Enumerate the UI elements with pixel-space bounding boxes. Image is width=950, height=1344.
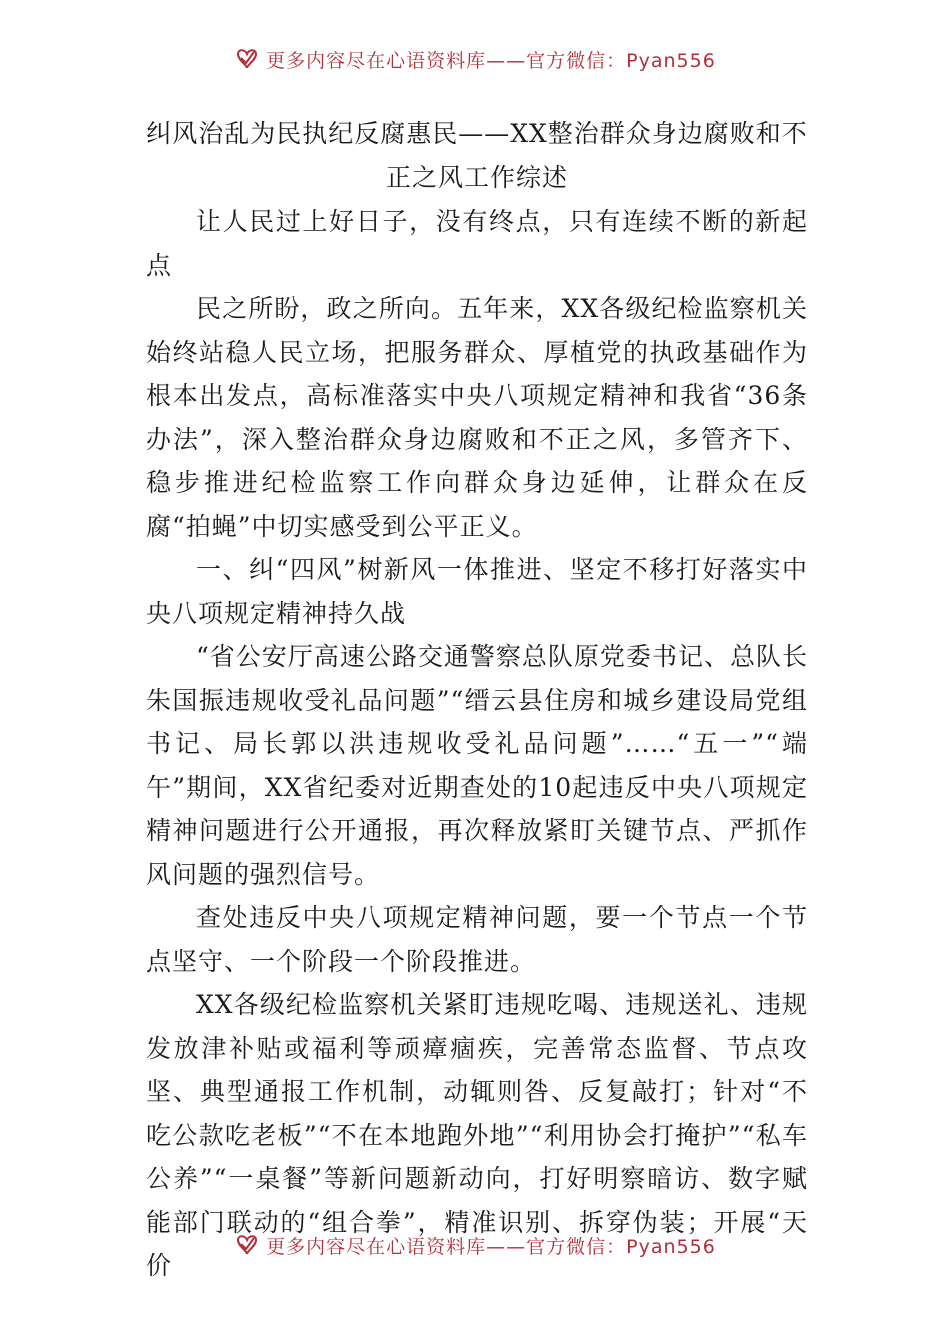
watermark-text: 更多内容尽在心语资料库——官方微信：Pyan556 xyxy=(266,1235,716,1258)
logo-icon xyxy=(234,46,260,72)
paragraph: 民之所盼，政之所向。五年来，XX各级纪检监察机关始终站稳人民立场，把服务群众、厚植党的执政基础作为根本出发点，高标准落实中央八项规定精神和我省“36条办法”，深入整治群众身边腐败和不正之风，多管齐下、稳步推进纪检监察工作向群众身边延伸，让群众在反腐“拍蝇”中切实感受到公平正义。 xyxy=(146,294,808,541)
paragraph: 查处违反中央八项规定精神问题，要一个节点一个节点坚守、一个阶段一个阶段推进。 xyxy=(146,903,808,976)
paragraph: 让人民过上好日子，没有终点，只有连续不断的新起点 xyxy=(146,207,808,280)
section-heading: 一、纠“四风”树新风一体推进、坚定不移打好落实中央八项规定精神持久战 xyxy=(146,555,808,628)
watermark-header xyxy=(0,44,950,74)
watermark-text: 更多内容尽在心语资料库——官方微信：Pyan556 xyxy=(266,49,716,72)
logo-icon xyxy=(234,1232,260,1258)
watermark-footer xyxy=(0,1230,950,1260)
document-title: 纠风治乱为民执纪反腐惠民——XX整治群众身边腐败和不正之风工作综述 xyxy=(146,119,808,192)
document-body xyxy=(146,112,808,1288)
paragraph: “省公安厅高速公路交通警察总队原党委书记、总队长朱国振违规收受礼品问题”“缙云县住房和城乡建设局党组书记、局长郭以洪违规收受礼品问题”……“五一”“端午”期间，XX省纪委对近期查处的10起违反中央八项规定精神问题进行公开通报，再次释放紧盯关键节点、严抓作风问题的强烈信号。 xyxy=(146,642,808,889)
paragraph: XX各级纪检监察机关紧盯违规吃喝、违规送礼、违规发放津补贴或福利等顽瘴痼疾，完善常态监督、节点攻坚、典型通报工作机制，动辄则咎、反复敲打；针对“不吃公款吃老板”“不在本地跑外地”“利用协会打掩护”“私车公养”“一桌餐”等新问题新动向，打好明察暗访、数字赋能部门联动的“组合拳”，精准识别、拆穿伪装；开展“天价 xyxy=(146,990,808,1280)
